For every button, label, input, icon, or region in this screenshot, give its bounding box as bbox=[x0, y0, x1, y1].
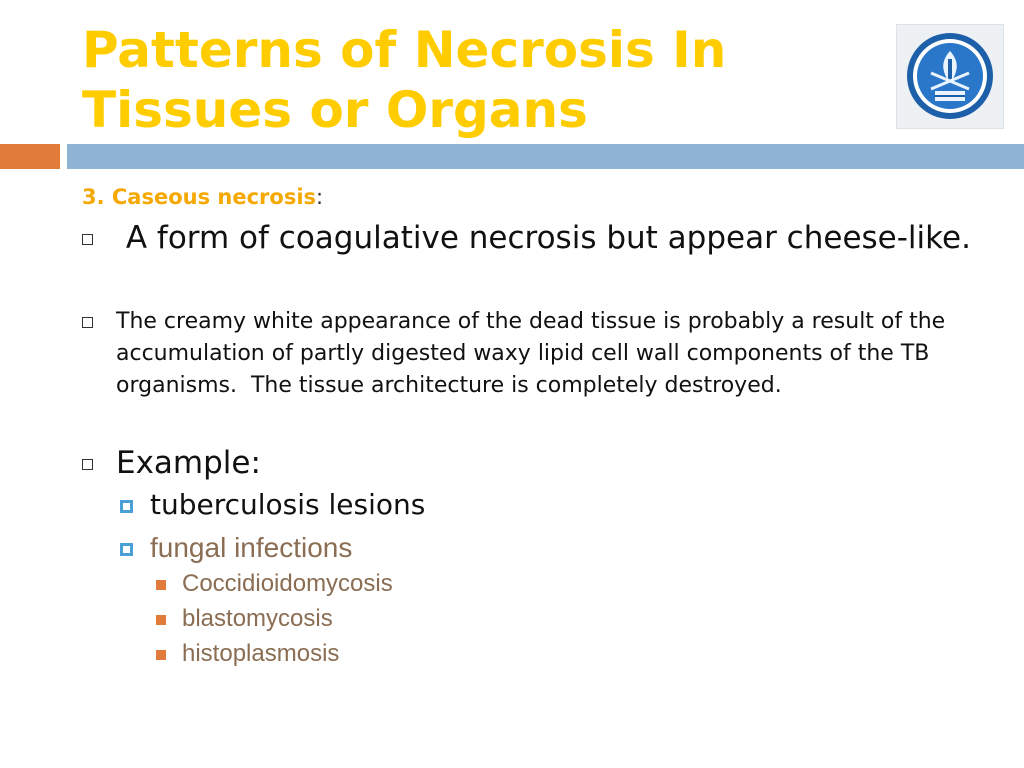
blue-accent-bar bbox=[67, 144, 1024, 169]
hollow-square-bullet-icon bbox=[120, 543, 133, 556]
bullet-item-example bbox=[82, 443, 982, 483]
bullet-text: The creamy white appearance of the dead tissue is probably a result of the accumulation of partly digested waxy lipid cell wall components of the TB organisms. The tissue architecture is completely destroyed. bbox=[116, 309, 953, 398]
hollow-square-bullet-icon bbox=[120, 500, 133, 513]
slide-title: Patterns of Necrosis In Tissues or Organs bbox=[82, 21, 727, 139]
sub-bullet-text: fungal infections bbox=[150, 532, 353, 563]
square-bullet-icon bbox=[82, 317, 93, 328]
filled-square-bullet-icon bbox=[156, 580, 166, 590]
filled-square-bullet-icon bbox=[156, 650, 166, 660]
third-level-text: histoplasmosis bbox=[182, 640, 340, 667]
sub-bullet-fungal bbox=[120, 530, 352, 566]
third-level-bullet bbox=[156, 604, 333, 634]
third-level-text: blastomycosis bbox=[182, 605, 333, 632]
bullet-text: Example: bbox=[116, 445, 261, 481]
bullet-item-appearance bbox=[82, 306, 982, 402]
third-level-text: Coccidioidomycosis bbox=[182, 570, 393, 597]
third-level-bullet bbox=[156, 569, 393, 599]
section-heading bbox=[82, 183, 323, 211]
filled-square-bullet-icon bbox=[156, 615, 166, 625]
square-bullet-icon bbox=[82, 459, 93, 470]
university-seal-icon bbox=[896, 24, 1004, 129]
section-heading-colon: : bbox=[316, 185, 324, 209]
sub-bullet-tuberculosis bbox=[120, 487, 425, 523]
third-level-bullet bbox=[156, 639, 339, 669]
section-heading-title: 3. Caseous necrosis bbox=[82, 185, 317, 209]
sub-bullet-text: tuberculosis lesions bbox=[150, 488, 426, 521]
square-bullet-icon bbox=[82, 234, 93, 245]
bullet-text: A form of coagulative necrosis but appear cheese-like. bbox=[116, 220, 971, 256]
bullet-item-definition bbox=[82, 220, 982, 256]
orange-accent-bar bbox=[0, 144, 60, 169]
